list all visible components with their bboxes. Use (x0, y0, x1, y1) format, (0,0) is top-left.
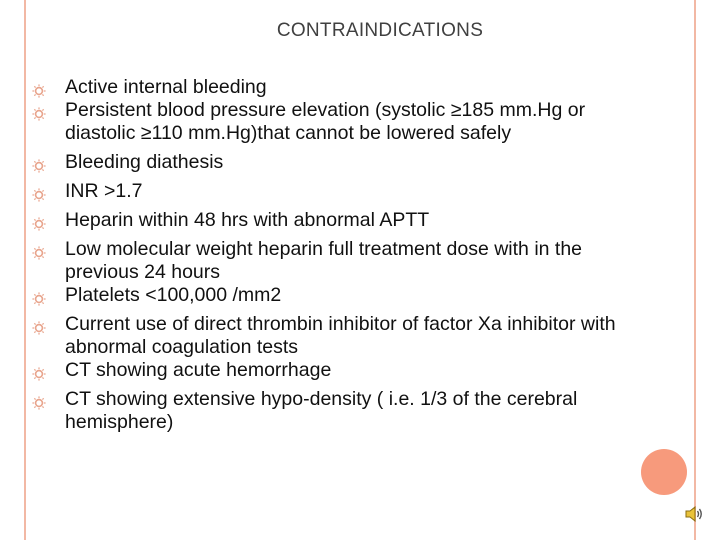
list-item (30, 238, 630, 284)
sun-ring-bullet-icon (32, 156, 46, 170)
list-item (30, 313, 630, 359)
list-item (30, 284, 630, 307)
speaker-icon[interactable] (683, 503, 705, 525)
sun-ring-bullet-icon (32, 81, 46, 95)
sun-ring-bullet-icon (32, 185, 46, 199)
sun-ring-bullet-icon (32, 364, 46, 378)
bullet-text: Low molecular weight heparin full treatment dose with in the previous 24 hours (65, 238, 583, 283)
sun-ring-bullet-icon (32, 214, 46, 228)
bullet-text: Current use of direct thrombin inhibitor of factor Xa inhibitor with abnormal coagulation tests (65, 313, 616, 358)
bullet-text: Persistent blood pressure elevation (systolic ≥185 mm.Hg or diastolic ≥110 mm.Hg)that cannot be lowered safely (65, 99, 586, 144)
bullet-text: CT showing acute hemorrhage (65, 359, 332, 381)
sun-ring-bullet-icon (32, 318, 46, 332)
list-item (30, 180, 630, 203)
sun-ring-bullet-icon (32, 104, 46, 118)
bullet-text: INR >1.7 (65, 180, 143, 202)
bullet-text: Heparin within 48 hrs with abnormal APTT (65, 209, 430, 231)
sun-ring-bullet-icon (32, 289, 46, 303)
right-border-line (694, 0, 696, 540)
decorative-circle (641, 449, 687, 495)
list-item (30, 209, 630, 232)
bullet-text: Active internal bleeding (65, 76, 267, 98)
sun-ring-bullet-icon (32, 243, 46, 257)
list-item (30, 388, 630, 434)
bullet-text: Platelets <100,000 /mm2 (65, 284, 282, 306)
bullet-text: Bleeding diathesis (65, 151, 224, 173)
bullet-list (30, 76, 630, 434)
list-item (30, 76, 630, 99)
slide-title: CONTRAINDICATIONS (276, 20, 484, 41)
left-border-line (24, 0, 26, 540)
list-item (30, 99, 630, 145)
bullet-text: CT showing extensive hypo-density ( i.e. 1/3 of the cerebral hemisphere) (65, 388, 578, 433)
list-item (30, 359, 630, 382)
sun-ring-bullet-icon (32, 393, 46, 407)
list-item (30, 151, 630, 174)
